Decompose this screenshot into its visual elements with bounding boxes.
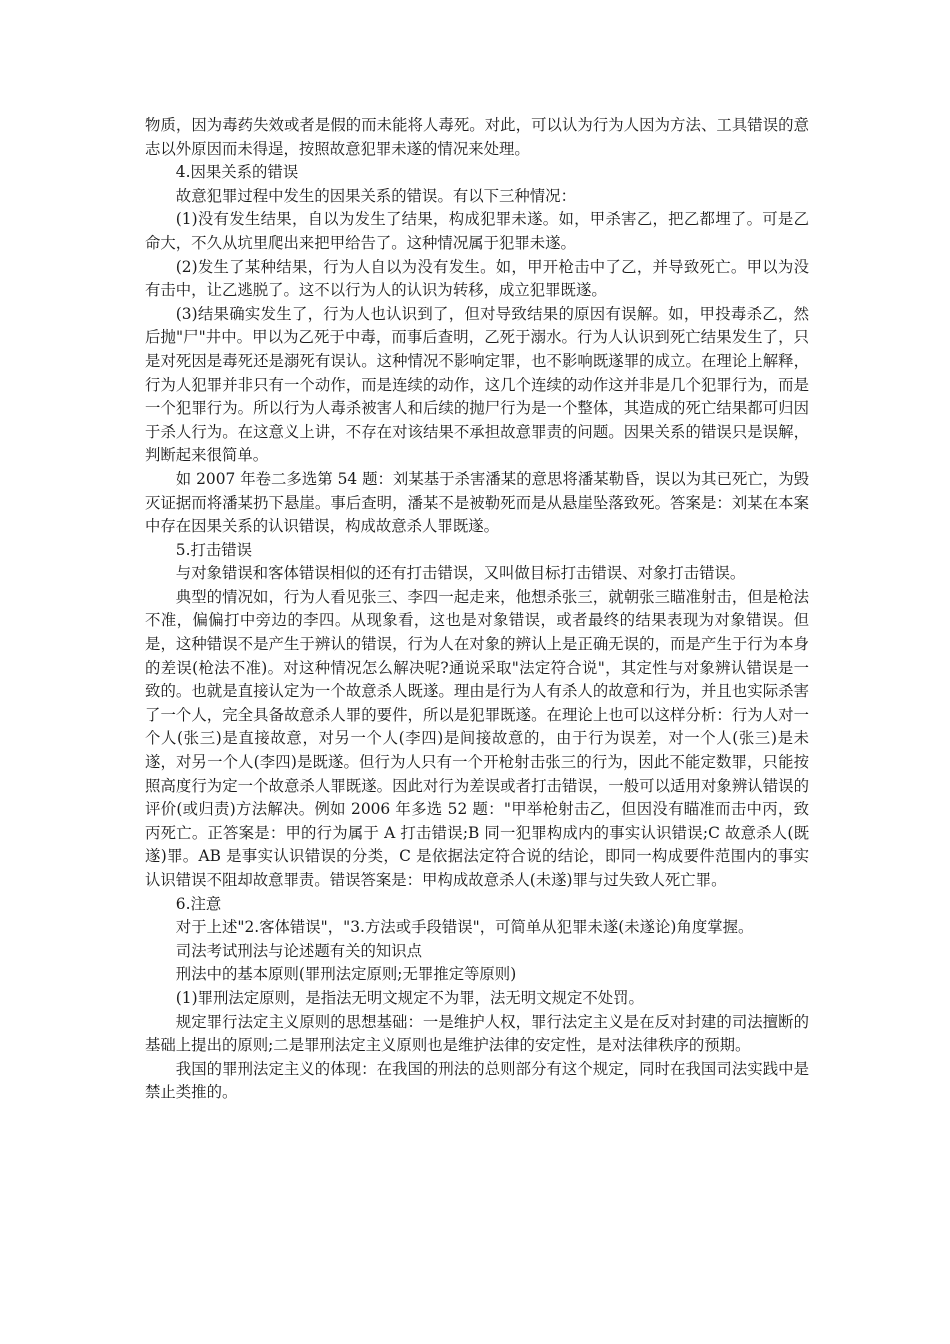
document-body	[145, 114, 809, 1105]
paragraph-causation-intro: 故意犯罪过程中发生的因果关系的错误。有以下三种情况：	[175, 186, 576, 205]
paragraph-causation-case-3: (3)结果确实发生了，行为人也认识到了，但对导致结果的原因有误解。如，甲投毒杀乙，然后抛"尸"井中。甲以为乙死于中毒，而事后查明，乙死于溺水。行为人认识到死亡结果发生了，只是对死因是毒死还是溺死有误认。这种情况不影响定罪，也不影响既遂罪的成立。在理论上解释，行为人犯罪并非只有一个动作，而是连续的动作，这几个连续的动作这并非是几个犯罪行为，而是一个犯罪行为。所以行为人毒杀被害人和后续的抛尸行为是一个整体，其造成的死亡结果都可归因于杀人行为。在这意义上讲，不存在对该结果不承担故意罪责的问题。因果关系的错误只是误解，判断起来很简单。	[145, 304, 809, 465]
paragraph-exam-2007: 如 2007 年卷二多选第 54 题：刘某基于杀害潘某的意思将潘某勒昏，误以为其已死亡，为毁灭证据而将潘某扔下悬崖。事后查明，潘某不是被勒死而是从悬崖坠落致死。答案是：刘某在本案中存在因果关系的认识错误，构成故意杀人罪既遂。	[145, 469, 809, 536]
paragraph-poison-failure: 物质，因为毒药失效或者是假的而未能将人毒死。对此，可以认为行为人因为方法、工具错误的意志以外原因而未得逞，按照故意犯罪未遂的情况来处理。	[145, 116, 809, 158]
paragraph-legality-principle: (1)罪刑法定原则，是指法无明文规定不为罪，法无明文规定不处罚。	[175, 988, 644, 1007]
paragraph-causation-case-1: (1)没有发生结果，自以为发生了结果，构成犯罪未遂。如，甲杀害乙，把乙都埋了。可是乙命大，不久从坑里爬出来把甲给告了。这种情况属于犯罪未遂。	[145, 210, 809, 252]
paragraph-aberratio-intro: 与对象错误和客体错误相似的还有打击错误，又叫做目标打击错误、对象打击错误。	[175, 564, 746, 583]
heading-aberratio-ictus: 5.打击错误	[175, 540, 253, 559]
heading-basic-principles: 刑法中的基本原则(罪刑法定原则;无罪推定等原则)	[175, 965, 517, 984]
paragraph-aberratio-analysis: 典型的情况如，行为人看见张三、李四一起走来，他想杀张三，就朝张三瞄准射击，但是枪法不准，偏偏打中旁边的李四。从现象看，这也是对象错误，或者最终的结果表现为对象错误。但是，这种错误不是产生于辨认的错误，行为人在对象的辨认上是正确无误的，而是产生于行为本身的差误(枪法不准)。对这种情况怎么解决呢?通说采取"法定符合说"，其定性与对象辨认错误是一致的。也就是直接认定为一个故意杀人既遂。理由是行为人有杀人的故意和行为，并且也实际杀害了一个人，完全具备故意杀人罪的要件，所以是犯罪既遂。在理论上也可以这样分析：行为人对一个人(张三)是直接故意，对另一个人(李四)是间接故意的，由于行为误差，对一个人(张三)是未遂，对另一个人(李四)是既遂。但行为人只有一个开枪射击张三的行为，因此不能定数罪，只能按照高度行为定一个故意杀人罪既遂。因此对行为差误或者打击错误，一般可以适用对象辨认错误的评价(或归责)方法解决。例如 2006 年多选 52 题："甲举枪射击乙，但因没有瞄准而击中丙，致丙死亡。正答案是：甲的行为属于 A 打击错误;B 同一犯罪构成内的事实认识错误;C 故意杀人(既遂)罪。AB 是事实认识错误的分类，C 是依据法定符合说的结论，即同一构成要件范围内的事实认识错误不阻却故意罪责。错误答案是：甲构成故意杀人(未遂)罪与过失致人死亡罪。	[145, 587, 809, 889]
paragraph-legality-china: 我国的罪刑法定主义的体现：在我国的刑法的总则部分有这个规定，同时在我国司法实践中是禁止类推的。	[145, 1059, 809, 1102]
heading-causation-error: 4.因果关系的错误	[175, 163, 299, 182]
paragraph-note: 对于上述"2.客体错误"，"3.方法或手段错误"，可简单从犯罪未遂(未遂论)角度掌握。	[175, 918, 754, 937]
paragraph-causation-case-2: (2)发生了某种结果，行为人自以为没有发生。如，甲开枪击中了乙，并导致死亡。甲以为没有击中，让乙逃脱了。这不以行为人的认识为转移，成立犯罪既遂。	[145, 257, 809, 300]
heading-note: 6.注意	[175, 894, 222, 913]
paragraph-legality-foundation: 规定罪行法定主义原则的思想基础：一是维护人权，罪行法定主义是在反对封建的司法擅断的基础上提出的原则;二是罪刑法定主义原则也是维护法律的安定性，是对法律秩序的预期。	[145, 1012, 809, 1055]
heading-essay-knowledge: 司法考试刑法与论述题有关的知识点	[175, 941, 423, 960]
